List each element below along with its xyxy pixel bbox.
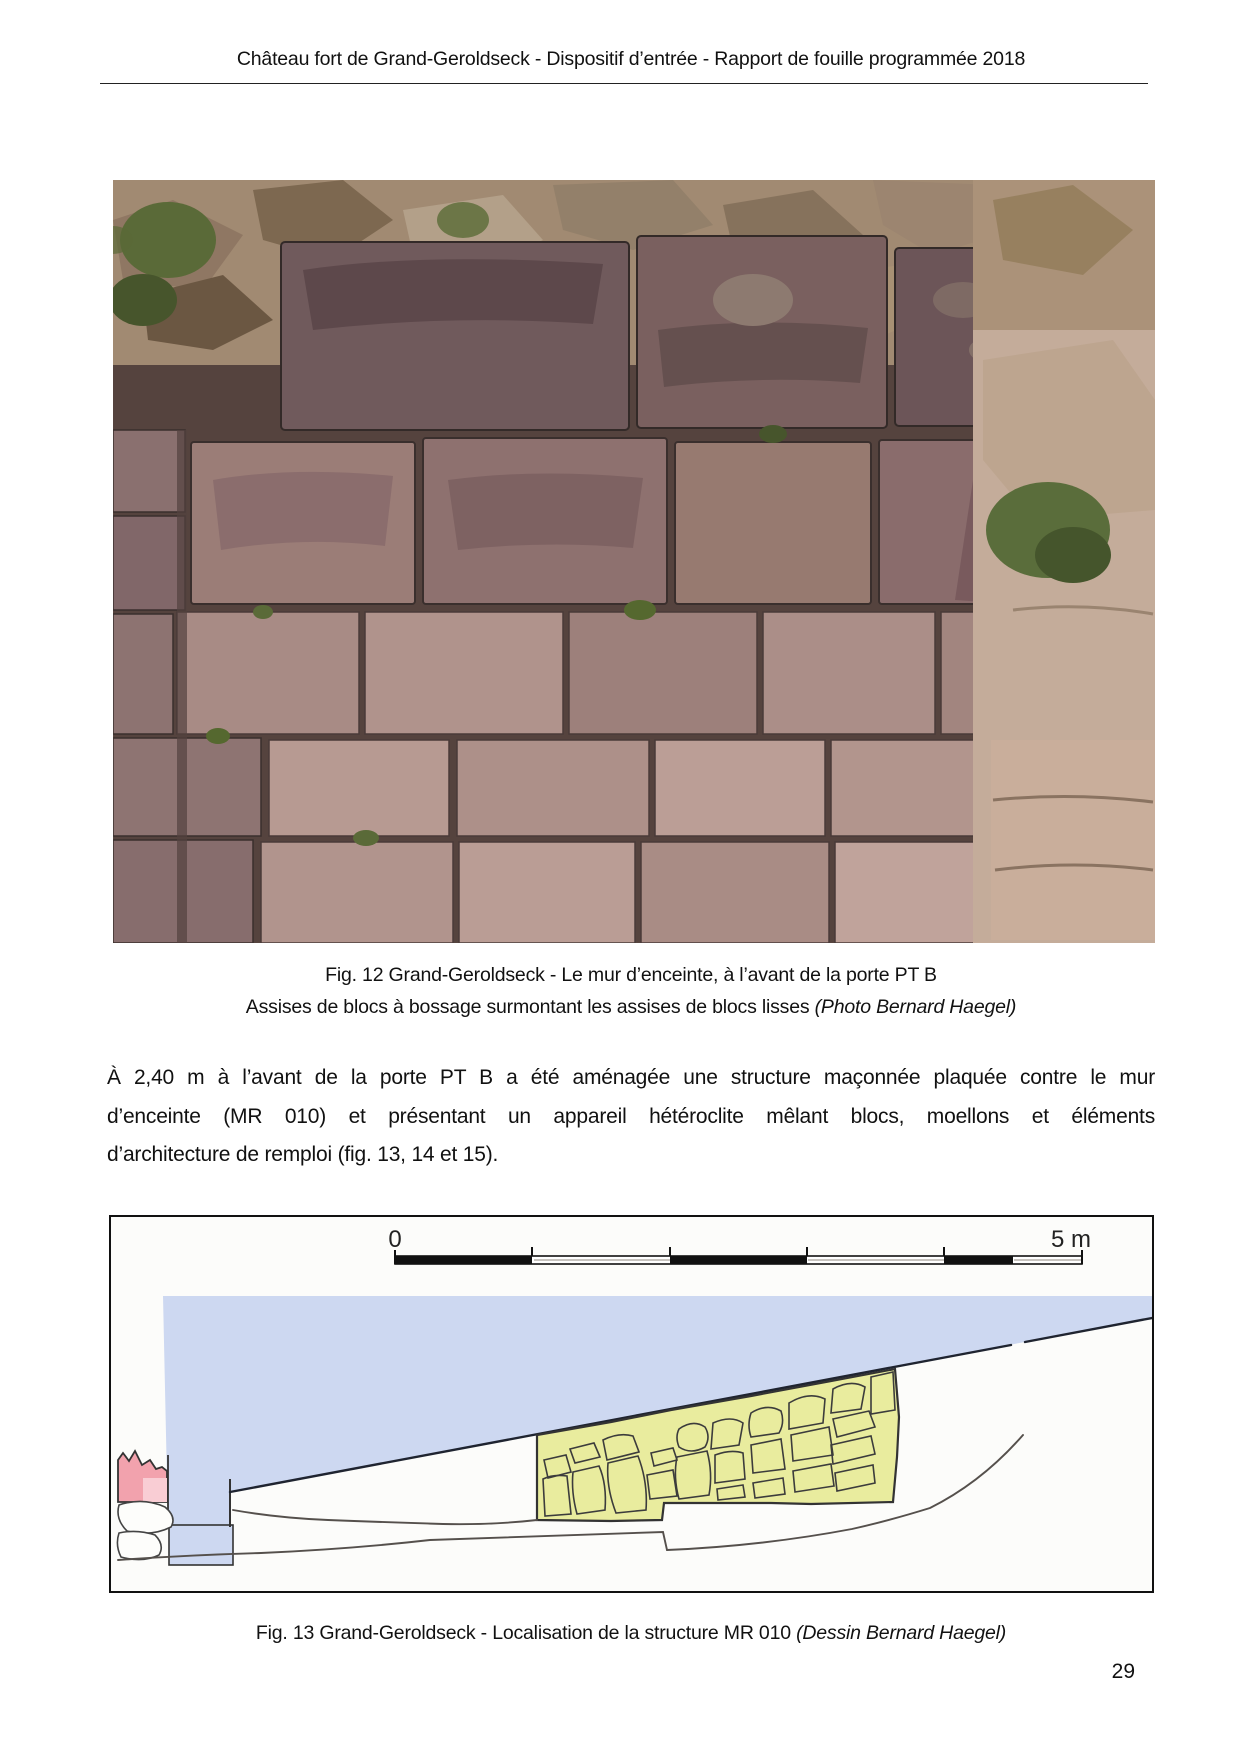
photo-ashlar-row4: [269, 740, 983, 836]
gate-polygon-light: [143, 1478, 167, 1502]
fig13-frame: [109, 1215, 1154, 1593]
fig13-caption-text: Fig. 13 Grand-Geroldseck - Localisation de la structure MR 010: [255, 1622, 797, 1644]
enceinte-wall-photo-illustration: [113, 180, 1155, 943]
photo-scree-right: [973, 180, 1155, 943]
fig12-caption-line1: Fig. 12 Grand-Geroldseck - Le mur d’enceinte, à l’avant de la porte PT B: [325, 964, 937, 986]
body-paragraph: [107, 1059, 1155, 1175]
fig12-photo: [113, 180, 1155, 943]
scale-label-zero: 0: [388, 1226, 402, 1253]
paragraph-line-3: d’architecture de remploi (fig. 13, 14 et 15).: [107, 1143, 499, 1166]
header-rule: [100, 83, 1148, 84]
photo-ashlar-row5: [261, 842, 977, 943]
photo-ashlar-row3: [177, 612, 1063, 734]
paragraph-line-1: À 2,40 m à l’avant de la porte PT B a été aménagée une structure maçonnée plaquée contre le mur: [107, 1066, 1155, 1089]
fig12-caption-line2: [107, 996, 1155, 1019]
wall-foundation-block: [169, 1525, 233, 1565]
gate-pt-b-pink: [118, 1451, 167, 1502]
fig13-caption: [107, 1622, 1155, 1645]
page-number: 29: [1111, 1660, 1135, 1683]
figure13-drawing: [111, 1217, 1152, 1591]
scale-label-5m: 5 m: [1050, 1226, 1092, 1253]
photo-bossage-row2: [191, 438, 1065, 604]
fig12-caption-line2-text: Assises de blocs à bossage surmontant les assises de blocs lisses: [245, 996, 815, 1018]
fig13-caption-credit: (Dessin Bernard Haegel): [796, 1622, 1007, 1644]
paragraph-line-2: d’enceinte (MR 010) et présentant un appareil hétéroclite mêlant blocs, moellons et éléments: [107, 1104, 1155, 1128]
photo-bossage-row1: [281, 236, 1067, 430]
scale-bar: [388, 1226, 1091, 1264]
page-header-title: Château fort de Grand-Geroldseck - Dispositif d’entrée - Rapport de fouille programmée 2018: [236, 48, 1026, 70]
gate-base-stones: [117, 1501, 173, 1559]
fig12-caption-credit: (Photo Bernard Haegel): [814, 996, 1017, 1018]
